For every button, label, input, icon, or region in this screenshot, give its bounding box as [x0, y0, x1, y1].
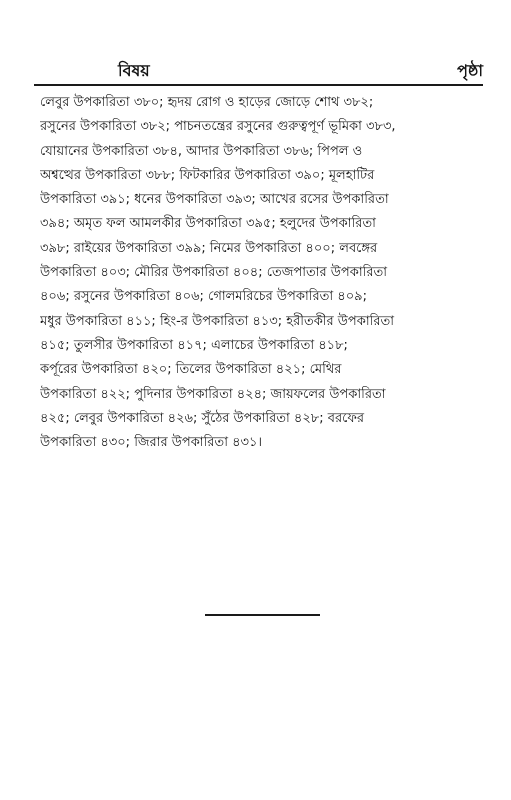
text-line: ৪২৫; লেবুর উপকারিতা ৪২৬; সুঁঠের উপকারিতা ৪২৮; বরফের — [40, 410, 364, 426]
text-line: ৪০৬; রসুনের উপকারিতা ৪০৬; গোলমরিচের উপকারিতা ৪০৯; — [40, 289, 367, 305]
text-line: ৩৯৮; রাইয়ের উপকারিতা ৩৯৯; নিমের উপকারিতা ৪০০; লবঙ্গের — [40, 240, 378, 256]
text-line: রসুনের উপকারিতা ৩৮২; পাচনতন্ত্রের রসুনের গুরুত্বপূর্ণ ভূমিকা ৩৮৩, — [40, 119, 396, 135]
text-line: লেবুর উপকারিতা ৩৮০; হৃদয় রোগ ও হাড়ের জোড়ে শোথ ৩৮২; — [40, 95, 374, 110]
text-line: যোয়ানের উপকারিতা ৩৮৪, আদার উপকারিতা ৩৮৬; পিপল ও — [40, 143, 363, 159]
text-line: ৩৯৪; অমৃত ফল আমলকীর উপকারিতা ৩৯৫; হলুদের উপকারিতা — [40, 216, 376, 232]
page-header — [34, 58, 483, 82]
header-rule — [34, 84, 483, 86]
contents-paragraph — [40, 91, 480, 455]
text-line: অশ্বত্থের উপকারিতা ৩৮৮; ফিটকারির উপকারিতা ৩৯০; মূলহাটির — [40, 167, 375, 183]
text-line: উপকারিতা ৪২২; পুদিনার উপকারিতা ৪২৪; জায়ফলের উপকারিতা — [40, 386, 386, 402]
text-line: কর্পূরের উপকারিতা ৪২০; তিলের উপকারিতা ৪২১; মেথির — [40, 362, 342, 378]
section-end-rule — [205, 614, 320, 616]
text-line: ৪১৫; তুলসীর উপকারিতা ৪১৭; এলাচের উপকারিতা ৪১৮; — [40, 337, 348, 353]
text-line: উপকারিতা ৪৩০; জিরার উপকারিতা ৪৩১। — [40, 435, 263, 451]
text-line: মধুর উপকারিতা ৪১১; হিং-র উপকারিতা ৪১৩; হরীতকীর উপকারিতা — [40, 313, 395, 329]
text-line: উপকারিতা ৩৯১; ধনের উপকারিতা ৩৯৩; আখের রসের উপকারিতা — [40, 192, 389, 208]
header-subject-label: বিষয় — [118, 61, 150, 80]
header-page-label: পৃষ্ঠা — [457, 61, 483, 80]
text-line: উপকারিতা ৪০৩; মৌরির উপকারিতা ৪০৪; তেজপাতার উপকারিতা — [40, 265, 388, 281]
